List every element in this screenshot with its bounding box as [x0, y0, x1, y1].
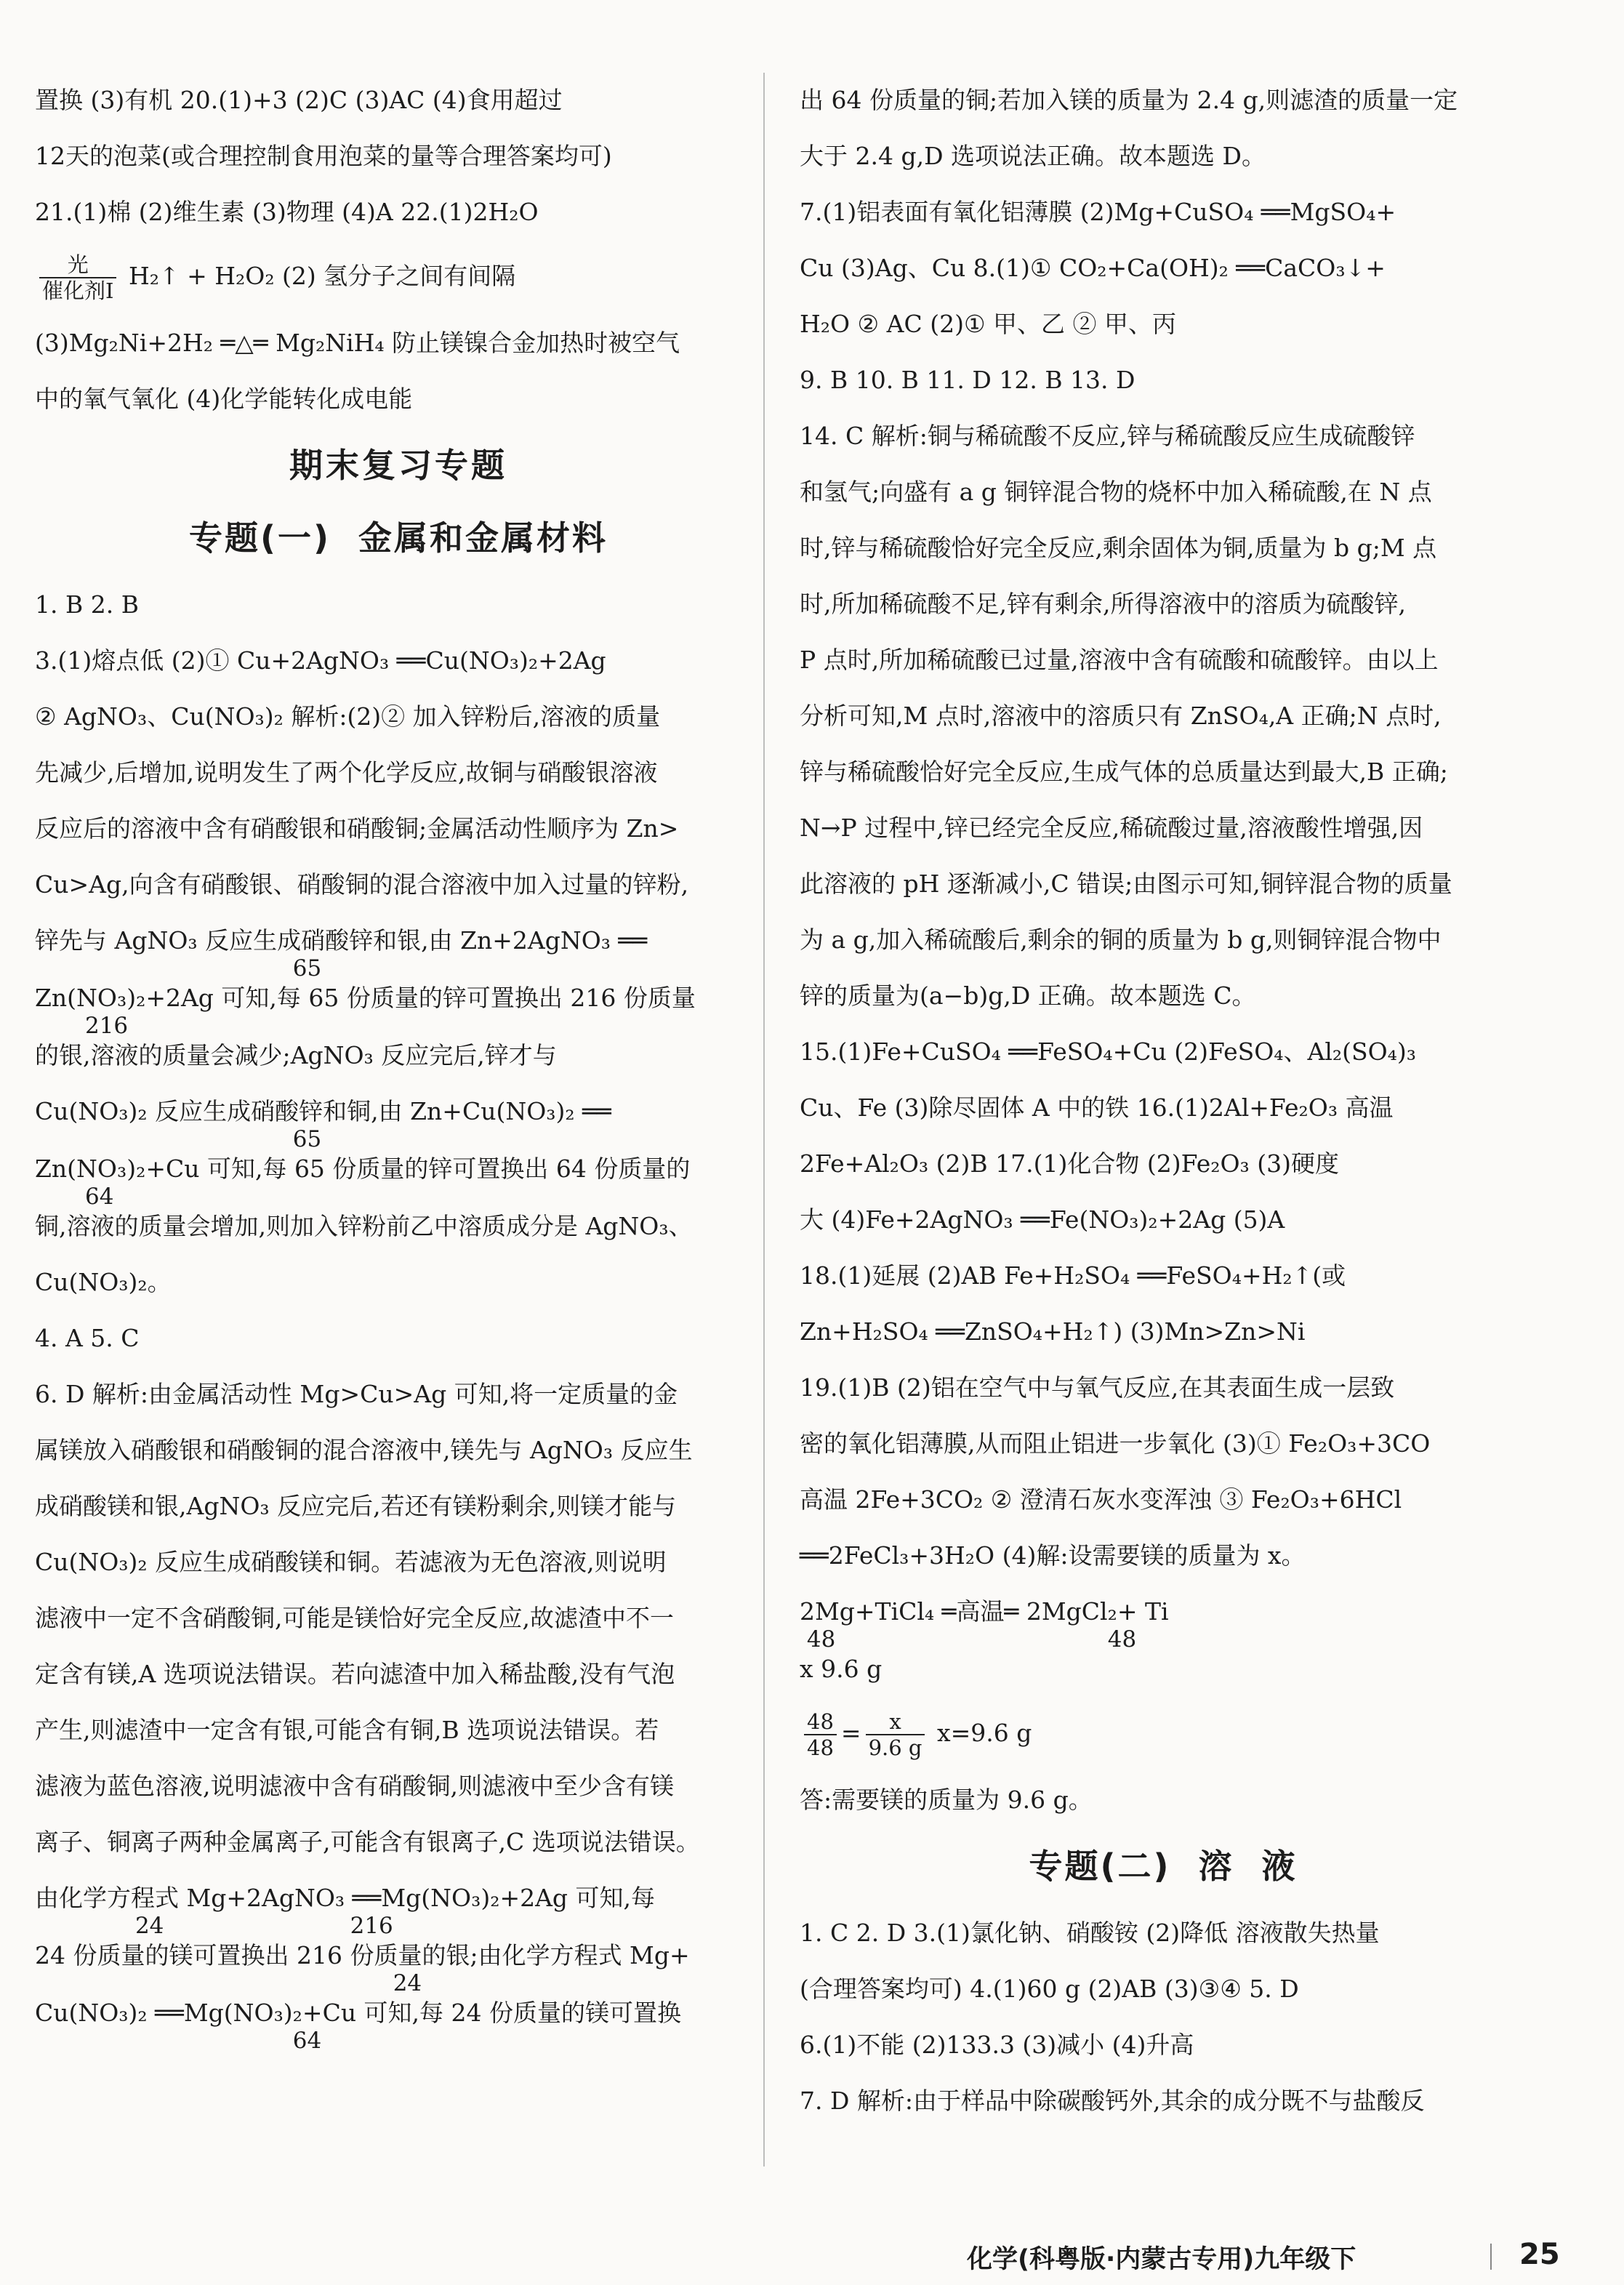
- answer-line: 21.(1)棉 (2)维生素 (3)物理 (4)A 22.(1)2H₂O: [35, 198, 539, 226]
- answer-line: 滤液中一定不含硝酸铜,可能是镁恰好完全反应,故滤渣中不一: [35, 1604, 674, 1632]
- answer-line: ══2FeCl₃+3H₂O (4)解:设需要镁的质量为 x。: [800, 1541, 1306, 1570]
- answer-line: 离子、铜离子两种金属离子,可能含有银离子,C 选项说法错误。: [35, 1828, 700, 1856]
- fraction-left: [804, 1709, 837, 1760]
- answer-line: (合理答案均可) 4.(1)60 g (2)AB (3)③④ 5. D: [800, 1975, 1299, 2003]
- answer-line: 时,所加稀硫酸不足,锌有剩余,所得溶液中的溶质为硫酸锌,: [800, 590, 1406, 618]
- fraction-right: [866, 1709, 925, 1760]
- answer-line: 18.(1)延展 (2)AB Fe+H₂SO₄ ══FeSO₄+H₂↑(或: [800, 1261, 1346, 1290]
- answer-line: 7.(1)铝表面有氧化铝薄膜 (2)Mg+CuSO₄ ══MgSO₄+: [800, 198, 1396, 226]
- answer-line: 1. B 2. B: [35, 590, 139, 619]
- answer-line: N→P 过程中,锌已经完全反应,稀硫酸过量,溶液酸性增强,因: [800, 814, 1423, 842]
- answer-line: 时,锌与稀硫酸恰好完全反应,剩余固体为铜,质量为 b g;M 点: [800, 534, 1437, 562]
- answer-line: 置换 (3)有机 20.(1)+3 (2)C (3)AC (4)食用超过: [35, 86, 563, 114]
- calc-result: x=9.6 g: [936, 1719, 1032, 1747]
- page-number: 25: [1519, 2238, 1560, 2271]
- answer-line: 的银,溶液的质量会减少;AgNO₃ 反应完后,锌才与: [35, 1041, 557, 1069]
- section-title: 期末复习专题: [289, 446, 507, 485]
- equation-22: [35, 252, 762, 303]
- footer-book-title: 化学(科粤版·内蒙古专用)九年级下: [967, 2245, 1356, 2274]
- mass-ratio: 65: [35, 1126, 322, 1152]
- answer-line: 6.(1)不能 (2)133.3 (3)减小 (4)升高: [800, 2031, 1194, 2059]
- mass-ratio: 64: [35, 1184, 114, 1210]
- mass-ratio: 24 216: [35, 1913, 393, 1939]
- answer-line: 和氢气;向盛有 a g 铜锌混合物的烧杯中加入稀硫酸,在 N 点: [800, 478, 1432, 506]
- answer-line: 1. C 2. D 3.(1)氯化钠、硝酸铵 (2)降低 溶液散失热量: [800, 1919, 1380, 1947]
- answer-line: Cu>Ag,向含有硝酸银、硝酸铜的混合溶液中加入过量的锌粉,: [35, 870, 689, 899]
- reaction-condition: [39, 252, 116, 303]
- answer-line: 由化学方程式 Mg+2AgNO₃ ══Mg(NO₃)₂+2Ag 可知,每: [35, 1884, 656, 1912]
- answer-line: P 点时,所加稀硫酸已过量,溶液中含有硫酸和硫酸锌。由以上: [800, 646, 1439, 674]
- equation-rest: H₂↑ + H₂O₂ (2) 氢分子之间有间隔: [128, 262, 516, 290]
- answer-line: 锌先与 AgNO₃ 反应生成硝酸锌和银,由 Zn+2AgNO₃ ══: [35, 926, 648, 955]
- answer-line: 14. C 解析:铜与稀硫酸不反应,锌与稀硫酸反应生成硫酸锌: [800, 422, 1415, 450]
- answer-line: 大 (4)Fe+2AgNO₃ ══Fe(NO₃)₂+2Ag (5)A: [800, 1205, 1285, 1234]
- answer-line: 7. D 解析:由于样品中除碳酸钙外,其余的成分既不与盐酸反: [800, 2087, 1425, 2115]
- calc-molar-mass: 48 48: [800, 1626, 1137, 1652]
- answer-line: 产生,则滤渣中一定含有银,可能含有铜,B 选项说法错误。若: [35, 1716, 659, 1744]
- answer-line: Cu(NO₃)₂ 反应生成硝酸镁和铜。若滤液为无色溶液,则说明: [35, 1548, 667, 1576]
- footer-separator: [1490, 2244, 1492, 2270]
- column-divider: [763, 73, 765, 2166]
- mass-ratio: 65: [35, 955, 322, 981]
- answer-line: Cu、Fe (3)除尽固体 A 中的铁 16.(1)2Al+Fe₂O₃ 高温: [800, 1093, 1394, 1122]
- answer-line: 属镁放入硝酸银和硝酸铜的混合溶液中,镁先与 AgNO₃ 反应生: [35, 1436, 693, 1464]
- answer-statement: 答:需要镁的质量为 9.6 g。: [800, 1786, 1093, 1814]
- answer-line: 3.(1)熔点低 (2)① Cu+2AgNO₃ ══Cu(NO₃)₂+2Ag: [35, 646, 606, 675]
- proportion: $\frac{48}{48}$ = $\frac{x}{9.6 g}$ x=9.6 g: [800, 1709, 1527, 1760]
- answer-line: Cu (3)Ag、Cu 8.(1)① CO₂+Ca(OH)₂ ══CaCO₃↓+: [800, 254, 1386, 282]
- answer-line: 2Fe+Al₂O₃ (2)B 17.(1)化合物 (2)Fe₂O₃ (3)硬度: [800, 1149, 1339, 1178]
- answer-line: 4. A 5. C: [35, 1324, 140, 1352]
- answer-line: Cu(NO₃)₂。: [35, 1268, 172, 1296]
- answer-line: 9. B 10. B 11. D 12. B 13. D: [800, 366, 1135, 394]
- answer-line: ② AgNO₃、Cu(NO₃)₂ 解析:(2)② 加入锌粉后,溶液的质量: [35, 702, 661, 731]
- answer-line: 中的氧气氧化 (4)化学能转化成电能: [35, 385, 413, 413]
- page-footer: [967, 2239, 1592, 2276]
- calc-equation: 2Mg+TiCl₄ ═高温═ 2MgCl₂+ Ti: [800, 1597, 1169, 1626]
- answer-line: 先减少,后增加,说明发生了两个化学反应,故铜与硝酸银溶液: [35, 758, 658, 787]
- condition-bottom: 催化剂Ⅰ: [42, 278, 114, 303]
- answer-line: Zn(NO₃)₂+2Ag 可知,每 65 份质量的锌可置换出 216 份质量: [35, 984, 696, 1012]
- answer-line: 铜,溶液的质量会增加,则加入锌粉前乙中溶质成分是 AgNO₃、: [35, 1212, 693, 1240]
- mass-ratio: 216: [35, 1013, 129, 1039]
- denominator: 48: [807, 1735, 834, 1760]
- right-column: [800, 84, 1527, 2141]
- answer-line: Cu(NO₃)₂ 反应生成硝酸锌和铜,由 Zn+Cu(NO₃)₂ ══: [35, 1097, 611, 1125]
- answer-line: 15.(1)Fe+CuSO₄ ══FeSO₄+Cu (2)FeSO₄、Al₂(SO₄)₃: [800, 1037, 1417, 1066]
- answer-line: 滤液为蓝色溶液,说明滤液中含有硝酸铜,则滤液中至少含有镁: [35, 1772, 674, 1800]
- answer-line: 锌的质量为(a−b)g,D 正确。故本题选 C。: [800, 981, 1256, 1010]
- answer-line: 19.(1)B (2)铝在空气中与氧气反应,在其表面生成一层致: [800, 1373, 1395, 1402]
- answer-line: 分析可知,M 点时,溶液中的溶质只有 ZnSO₄,A 正确;N 点时,: [800, 702, 1442, 730]
- answer-line: 出 64 份质量的铜;若加入镁的质量为 2.4 g,则滤渣的质量一定: [800, 86, 1458, 114]
- answer-line: 6. D 解析:由金属活动性 Mg>Cu>Ag 可知,将一定质量的金: [35, 1380, 678, 1408]
- denominator: 9.6 g: [868, 1735, 922, 1760]
- answer-line: (3)Mg₂Ni+2H₂ ═△═ Mg₂NiH₄ 防止镁镍合金加热时被空气: [35, 329, 680, 357]
- answer-line: Zn(NO₃)₂+Cu 可知,每 65 份质量的锌可置换出 64 份质量的: [35, 1154, 691, 1183]
- answer-line: 此溶液的 pH 逐渐减小,C 错误;由图示可知,铜锌混合物的质量: [800, 870, 1452, 898]
- answer-line: Cu(NO₃)₂ ══Mg(NO₃)₂+Cu 可知,每 24 份质量的镁可置换: [35, 1999, 682, 2027]
- answer-line: Zn+H₂SO₄ ══ZnSO₄+H₂↑) (3)Mn>Zn>Ni: [800, 1317, 1306, 1346]
- answer-line: 反应后的溶液中含有硝酸银和硝酸铜;金属活动性顺序为 Zn>: [35, 814, 679, 843]
- answer-line: 高温 2Fe+3CO₂ ② 澄清石灰水变浑浊 ③ Fe₂O₃+6HCl: [800, 1485, 1402, 1514]
- mass-ratio: 24: [35, 1970, 422, 1996]
- left-column: [35, 84, 762, 2055]
- topic-title: 专题(一) 金属和金属材料: [188, 518, 608, 558]
- condition-top: 光: [39, 252, 116, 278]
- numerator: x: [866, 1709, 925, 1735]
- answer-line: 24 份质量的镁可置换出 216 份质量的银;由化学方程式 Mg+: [35, 1941, 690, 1969]
- answer-line: 锌与稀硫酸恰好完全反应,生成气体的总质量达到最大,B 正确;: [800, 758, 1448, 786]
- answer-line: H₂O ② AC (2)① 甲、乙 ② 甲、丙: [800, 310, 1176, 338]
- answer-line: 成硝酸镁和银,AgNO₃ 反应完后,若还有镁粉剩余,则镁才能与: [35, 1492, 677, 1520]
- answer-line: 12天的泡菜(或合理控制食用泡菜的量等合理答案均可): [35, 142, 612, 170]
- numerator: 48: [804, 1709, 837, 1735]
- mass-ratio: 64: [35, 2028, 322, 2054]
- answer-line: 为 a g,加入稀硫酸后,剩余的铜的质量为 b g,则铜锌混合物中: [800, 925, 1442, 954]
- answer-line: 定含有镁,A 选项说法错误。若向滤渣中加入稀盐酸,没有气泡: [35, 1660, 675, 1688]
- answer-line: 大于 2.4 g,D 选项说法正确。故本题选 D。: [800, 142, 1266, 170]
- topic-title: 专题(二) 溶 液: [1029, 1847, 1298, 1886]
- answer-line: 密的氧化铝薄膜,从而阻止铝进一步氧化 (3)① Fe₂O₃+3CO: [800, 1429, 1431, 1458]
- calc-unknowns: x 9.6 g: [800, 1655, 883, 1683]
